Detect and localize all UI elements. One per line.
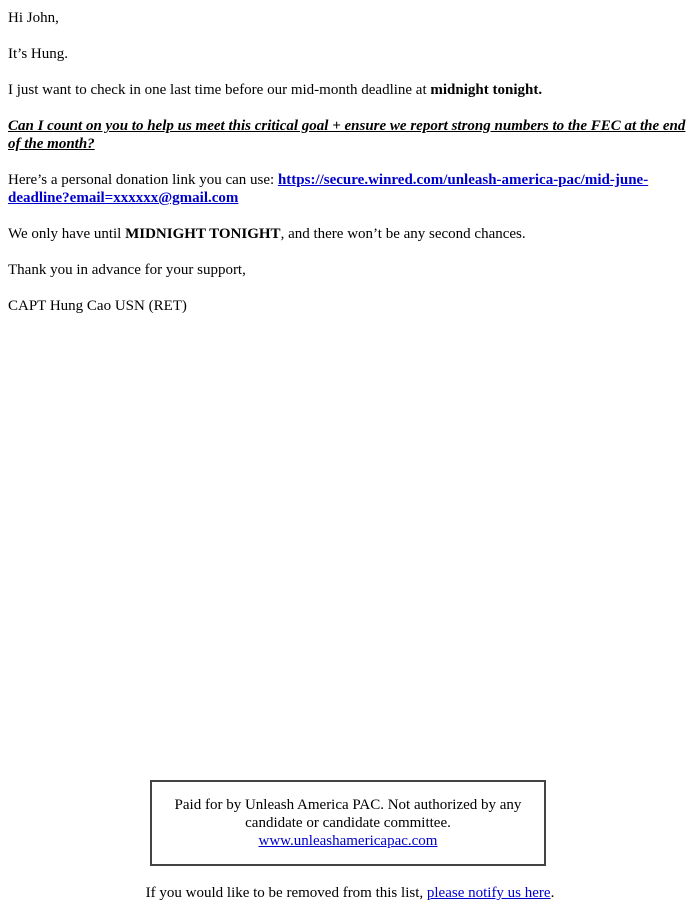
deadline-bold-text: MIDNIGHT TONIGHT bbox=[125, 226, 281, 242]
greeting: Hi John, bbox=[8, 10, 59, 26]
unsubscribe-footer bbox=[0, 884, 700, 902]
deadline-paragraph bbox=[8, 225, 526, 243]
deadline-suffix: , and there won’t be any second chances. bbox=[280, 226, 526, 242]
disclaimer-text: Paid for by Unleash America PAC. Not authorized by any candidate or candidate committee. bbox=[174, 797, 522, 831]
donation-link-paragraph bbox=[8, 171, 692, 207]
checkin-paragraph bbox=[8, 81, 542, 99]
thanks-line: Thank you in advance for your support, bbox=[8, 262, 246, 278]
intro-line: It’s Hung. bbox=[8, 46, 68, 62]
checkin-bold-text: midnight tonight. bbox=[430, 82, 543, 98]
disclaimer-box bbox=[150, 780, 546, 866]
disclaimer-content bbox=[168, 796, 528, 850]
donation-link[interactable]: https://secure.winred.com/unleash-america-pac/mid-june-deadline?email=xxxxxx@gmail.com bbox=[8, 172, 649, 206]
footer-period: . bbox=[550, 885, 555, 901]
checkin-text: I just want to check in one last time before our mid-month deadline at bbox=[8, 82, 431, 98]
donation-link-prefix: Here’s a personal donation link you can use: bbox=[8, 172, 278, 188]
signature: CAPT Hung Cao USN (RET) bbox=[8, 298, 187, 314]
ask-paragraph: Can I count on you to help us meet this critical goal + ensure we report strong numbers to the FEC at the end of the month? bbox=[8, 118, 686, 152]
unsubscribe-link[interactable]: please notify us here bbox=[426, 885, 551, 901]
pac-website-link[interactable]: www.unleashamericapac.com bbox=[258, 833, 438, 849]
footer-text: If you would like to be removed from this list, bbox=[145, 885, 427, 901]
deadline-prefix: We only have until bbox=[8, 226, 126, 242]
